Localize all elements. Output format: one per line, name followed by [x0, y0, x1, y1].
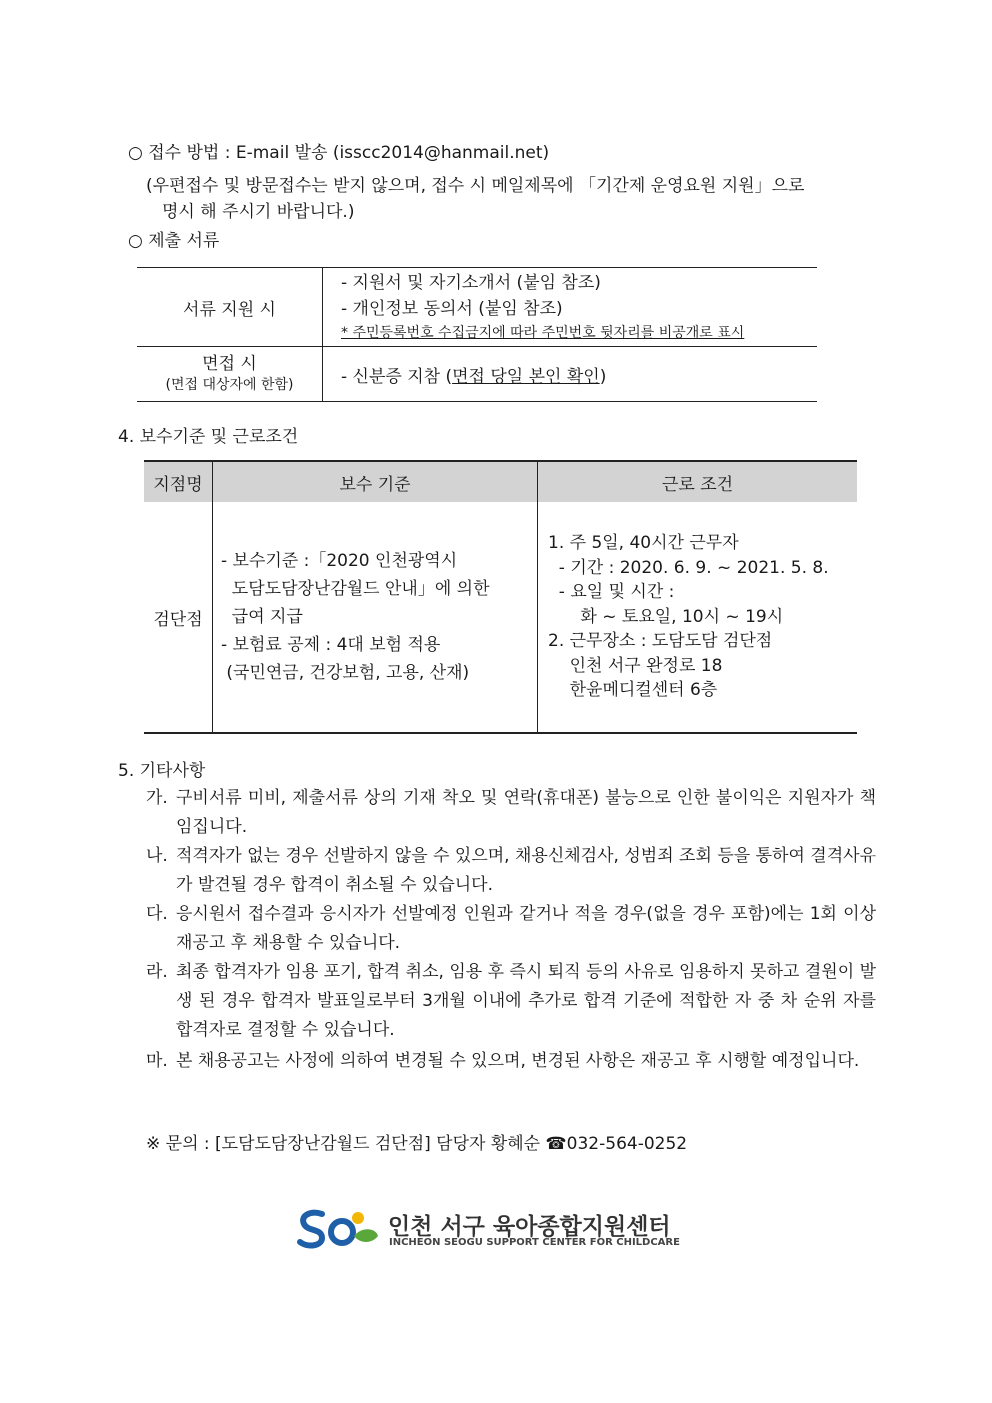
doc-row-label [137, 347, 323, 402]
list-item [146, 784, 876, 842]
documents-table [137, 267, 817, 402]
doc-item-prefix: - 신분증 지참 ( [341, 366, 453, 387]
logo-mark-icon [296, 1206, 386, 1252]
standard-line: - 보수기준 :「2020 인천광역시 [221, 551, 458, 571]
doc-item: - 개인정보 동의서 (붙임 참조) [341, 299, 563, 319]
doc-item-suffix: ) [599, 366, 607, 387]
doc-row-label-sub: (면접 대상자에 한함) [165, 377, 294, 393]
method-title: ○ 접수 방법 : E-mail 발송 (isscc2014@hanmail.net) [128, 143, 550, 163]
list-item [146, 900, 876, 958]
standard-line: - 보험료 공제 : 4대 보험 적용 [221, 635, 441, 655]
table-row [144, 502, 857, 733]
item-marker: 라. [146, 962, 168, 982]
branch-cell: 검단점 [144, 502, 213, 733]
center-logo [296, 1206, 680, 1252]
standard-line: 급여 지급 [221, 607, 303, 627]
doc-row-label: 서류 지원 시 [137, 268, 323, 347]
condition-line: - 요일 및 시간 : [548, 582, 675, 603]
method-note-line1: (우편접수 및 방문접수는 받지 않으며, 접수 시 메일제목에 「기간제 운영요원 지원」으로 [146, 176, 805, 196]
list-item [146, 958, 876, 1045]
list-item [146, 842, 876, 900]
item-text: 최종 합격자가 임용 포기, 합격 취소, 임용 후 즉시 퇴직 등의 사유로 임용하지 못하고 결원이 발생 된 경우 합격자 발표일로부터 3개월 이내에 추가로 합격 기준에 적합한 자 중 차 순위 자를 합격자로 결정할 수 있습니다. [176, 962, 876, 1040]
table-header-row [144, 461, 857, 502]
column-header: 보수 기준 [213, 461, 538, 502]
condition-line: 2. 근무장소 : 도담도담 검단점 [548, 631, 773, 652]
doc-note: * 주민등록번호 수집금지에 따라 주민번호 뒷자리를 비공개로 표시 [341, 325, 745, 341]
doc-item: - 지원서 및 자기소개서 (붙임 참조) [341, 273, 601, 293]
item-marker: 나. [146, 846, 168, 866]
doc-row-value [323, 268, 818, 347]
column-header: 지점명 [144, 461, 213, 502]
item-marker: 마. [146, 1051, 168, 1071]
logo-name-en: INCHEON SEOGU SUPPORT CENTER FOR CHILDCARE [389, 1237, 680, 1248]
pay-title: 4. 보수기준 및 근로조건 [118, 427, 299, 447]
list-item [146, 1047, 876, 1076]
condition-line: 한윤메디컬센터 6층 [548, 680, 718, 701]
method-note-line2: 명시 해 주시기 바랍니다.) [162, 202, 355, 222]
table-row [137, 268, 817, 347]
doc-row-value [323, 347, 818, 402]
documents-title: ○ 제출 서류 [128, 231, 220, 251]
condition-line: 1. 주 5일, 40시간 근무자 [548, 533, 739, 554]
item-text: 적격자가 없는 경우 선발하지 않을 수 있으며, 채용신체검사, 성범죄 조회 등을 통하여 결격사유가 발견될 경우 합격이 취소될 수 있습니다. [176, 846, 876, 895]
condition-line: 화 ~ 토요일, 10시 ~ 19시 [548, 606, 784, 627]
item-text: 본 채용공고는 사정에 의하여 변경될 수 있으며, 변경된 사항은 재공고 후 시행할 예정입니다. [176, 1051, 860, 1071]
standard-cell [213, 502, 538, 733]
item-marker: 가. [146, 788, 168, 808]
doc-item-underlined: 면접 당일 본인 확인 [452, 366, 600, 387]
contact-line: ※ 문의 : [도담도담장난감월드 검단점] 담당자 황혜순 ☎032-564-0252 [146, 1134, 688, 1154]
item-text: 응시원서 접수결과 응시자가 선발예정 인원과 같거나 적을 경우(없을 경우 포함)에는 1회 이상 재공고 후 채용할 수 있습니다. [176, 904, 876, 953]
condition-cell [538, 502, 858, 733]
notes-title: 5. 기타사항 [118, 761, 206, 781]
condition-line: 인천 서구 완정로 18 [548, 655, 723, 676]
standard-line: 도담도담장난감월드 안내」에 의한 [221, 579, 490, 599]
table-row [137, 347, 817, 402]
standard-line: (국민연금, 건강보험, 고용, 산재) [221, 663, 470, 683]
condition-line: - 기간 : 2020. 6. 9. ~ 2021. 5. 8. [548, 557, 829, 578]
doc-row-label-main: 면접 시 [202, 354, 257, 374]
item-text: 구비서류 미비, 제출서류 상의 기재 착오 및 연락(휴대폰) 불능으로 인한 불이익은 지원자가 책임집니다. [176, 788, 876, 837]
item-marker: 다. [146, 904, 168, 924]
logo-name-ko: 인천 서구 육아종합지원센터 [388, 1214, 671, 1240]
pay-table [144, 460, 857, 734]
column-header: 근로 조건 [538, 461, 858, 502]
